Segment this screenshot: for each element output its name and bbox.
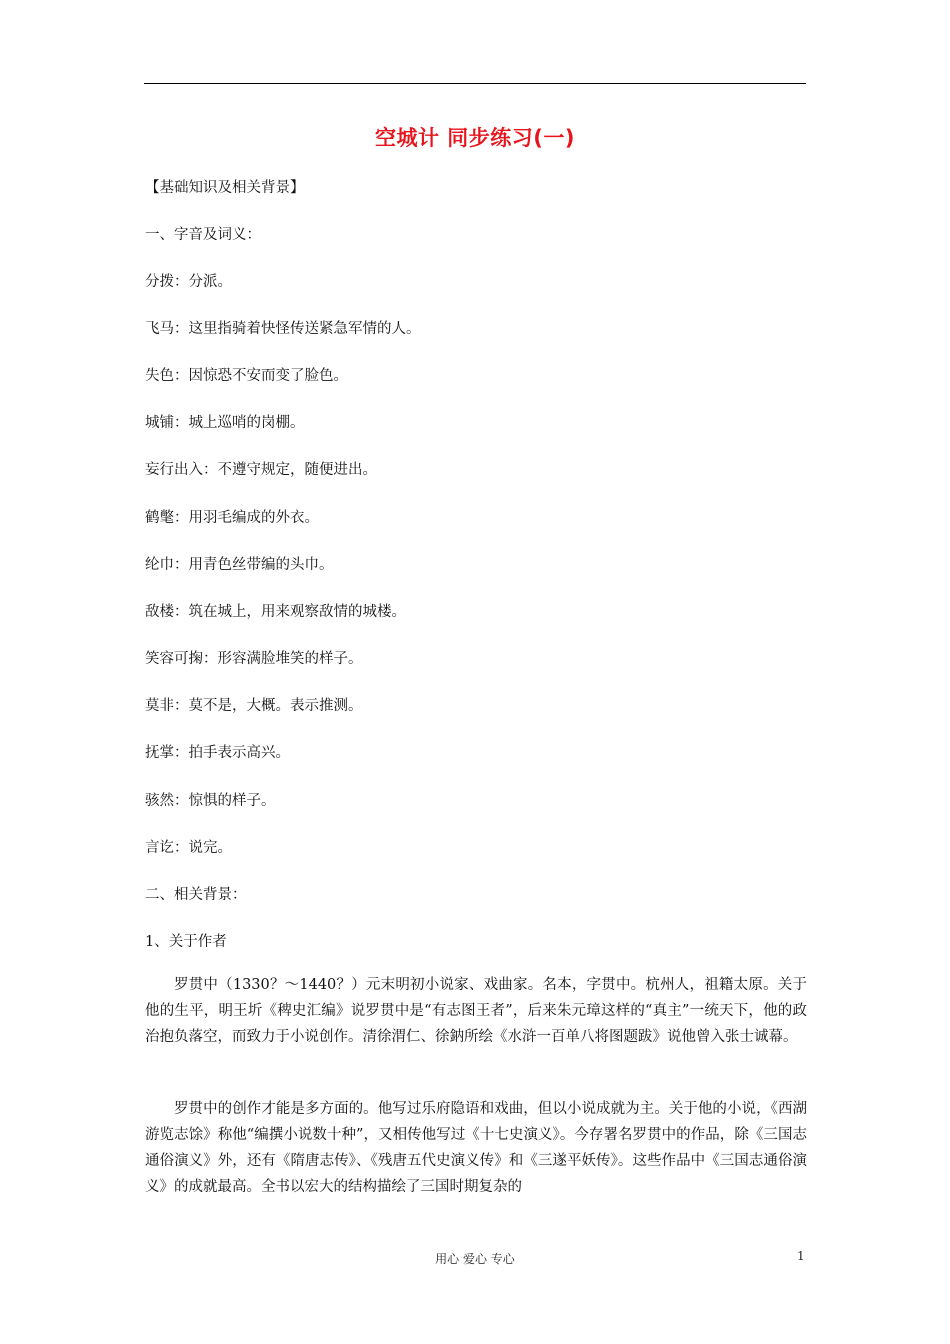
vocab-item: 抚掌：拍手表示高兴。 (145, 745, 290, 761)
vocab-item: 莫非：莫不是，大概。表示推测。 (145, 698, 363, 714)
part1-heading: 一、字音及词义： (145, 227, 261, 243)
vocab-item: 言讫：说完。 (145, 840, 232, 856)
author-paragraph-1: 罗贯中（1330？～1440？）元末明初小说家、戏曲家。名本，字贯中。杭州人，祖籍太原。关于他的生平，明王圻《稗史汇编》说罗贯中是“有志图王者”，后来朱元璋这样的“真主”一统天下，他的政治抱负落空，而致力于小说创作。清徐渭仁、徐鈉所绘《水浒一百单八将图题跋》说他曾入张士诚幕。 (145, 977, 807, 1045)
vocab-item: 骇然：惊惧的样子。 (145, 793, 276, 809)
author-paragraph-2: 罗贯中的创作才能是多方面的。他写过乐府隐语和戏曲，但以小说成就为主。关于他的小说，《西湖游览志馀》称他“编撰小说数十种”，又相传他写过《十七史演义》。今存署名罗贯中的作品，除《三国志通俗演义》外，还有《隋唐志传》、《残唐五代史演义传》和《三遂平妖传》。这些作品中《三国志通俗演义》的成就最高。全书以宏大的结构描绘了三国时期复杂的 (145, 1101, 807, 1195)
page-number: 1 (797, 1249, 805, 1263)
vocab-item: 飞马：这里指骑着快怪传送紧急军情的人。 (145, 321, 421, 337)
part2-heading: 二、相关背景： (145, 887, 247, 903)
vocab-item: 失色：因惊恐不安而变了脸色。 (145, 368, 348, 384)
vocab-item: 分拨：分派。 (145, 274, 232, 290)
vocab-item: 敌楼：筑在城上，用来观察敌情的城楼。 (145, 604, 406, 620)
section-header: 【基础知识及相关背景】 (145, 180, 305, 196)
page-footer: 用心 爱心 专心 (435, 1252, 515, 1266)
vocab-item: 鹤氅：用羽毛编成的外衣。 (145, 510, 319, 526)
header-rule (144, 83, 806, 84)
vocab-item: 城铺：城上巡哨的岗棚。 (145, 415, 305, 431)
page-title: 空城计 同步练习(一) (374, 126, 575, 150)
sub1-heading: 1、关于作者 (145, 934, 227, 950)
vocab-item: 纶巾：用青色丝带编的头巾。 (145, 557, 334, 573)
vocab-item: 妄行出入：不遵守规定，随便进出。 (145, 462, 377, 478)
vocab-item: 笑容可掬：形容满脸堆笑的样子。 (145, 651, 363, 667)
